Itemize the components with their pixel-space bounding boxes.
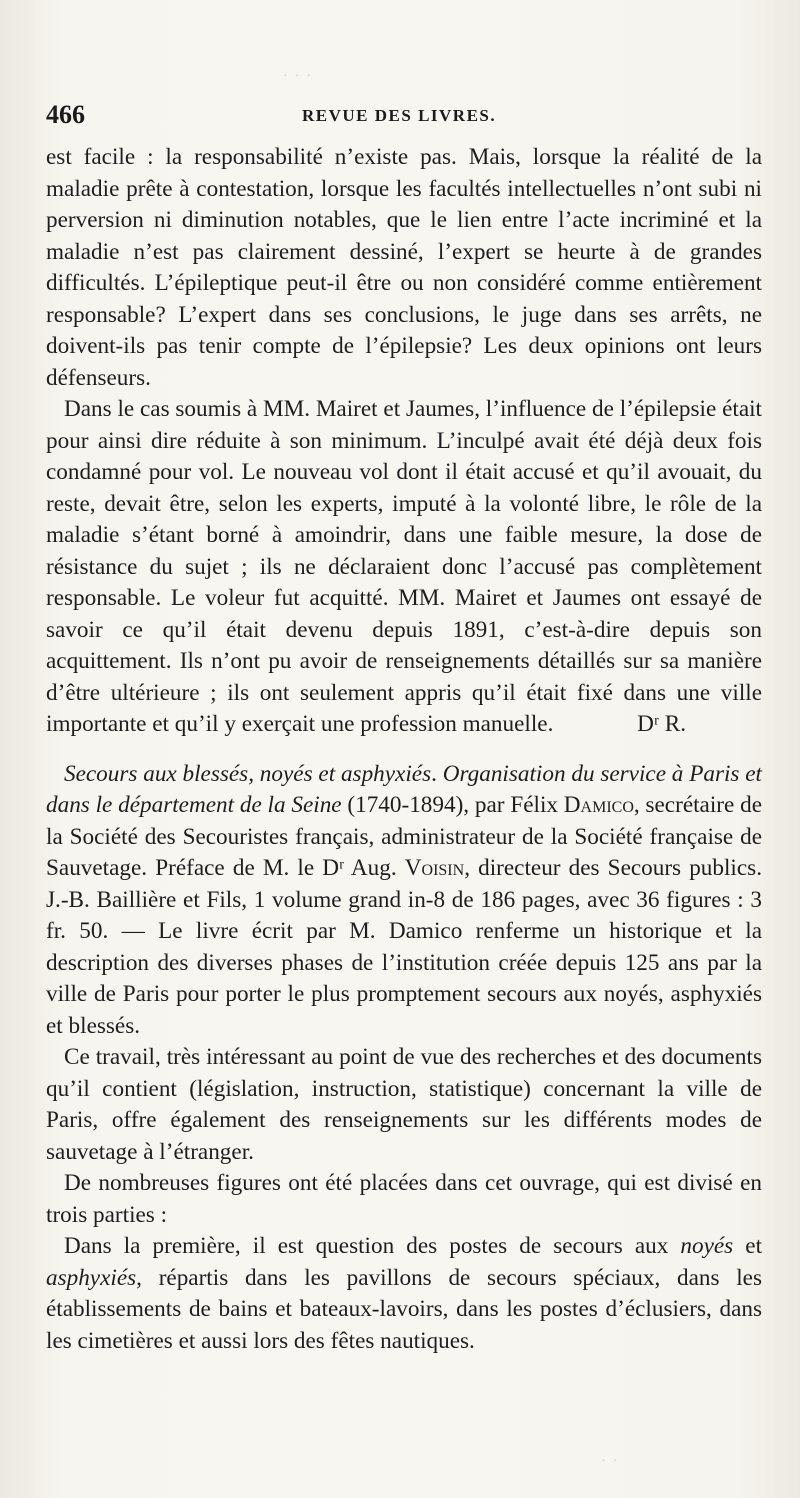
review-text-1: (1740-1894), par Félix bbox=[341, 792, 564, 818]
paragraph-5: De nombreuses figures ont été placées dans cet ouvrage, qui est divisé en trois parties : bbox=[46, 1170, 762, 1228]
paragraph-6-middle: et bbox=[733, 1233, 763, 1259]
bleed-through-mark: · · · bbox=[282, 65, 312, 87]
paragraph-6-start: Dans la première, il est question des postes de secours aux bbox=[64, 1233, 681, 1259]
preface-author-name: Voisin bbox=[404, 855, 465, 881]
paragraph-4: Ce travail, très intéressant au point de vue des recherches et des documents qu’il contient (législation, instruction, statistique) concernant la ville de Paris, offre également des renseignements sur les différents modes de sauvetage à l’étranger. bbox=[46, 1044, 762, 1165]
body-text bbox=[46, 142, 762, 1357]
paragraph-6 bbox=[46, 1231, 762, 1357]
italic-noyes: noyés bbox=[680, 1233, 734, 1259]
book-title: Secours aux blessés, noyés et asphyxiés bbox=[64, 760, 432, 787]
paragraph-6-end: , répartis dans les pavillons de secours spéciaux, dans les établissements de bains et bateaux-lavoirs, dans les postes d’éclusiers, dans les cimetières et aussi lors des fêtes nautiques. bbox=[46, 1264, 762, 1354]
title-separator: . bbox=[431, 760, 443, 787]
paragraph-2: Dans le cas soumis à MM. Mairet et Jaumes, l’influence de l’épilepsie était pour ainsi dire réduite à son minimum. L’inculpé avait été déjà deux fois condamné pour vol. Le nouveau vol dont il était accusé et qu’il avouait, du reste, devait être, selon les experts, imputé à la volonté libre, le rôle de la maladie s’étant borné à amoindrir, dans une faible mesure, la dose de résistance du sujet ; ils ne déclaraient donc l’accusé pas complètement responsable. Le voleur fut acquitté. MM. Mairet et Jaumes ont essayé de savoir ce qu’il était devenu depuis 1891, c’est-à-dire depuis son acquittement. Ils n’ont pu avoir de renseignements détaillés sur sa manière d’être ultérieure ; ils ont seulement appris qu’il était fixé dans une ville importante et qu’il y exerçait une profession manuelle. bbox=[46, 396, 762, 737]
signature: Dʳ R. bbox=[637, 711, 686, 737]
page-number: 466 bbox=[46, 100, 85, 129]
book-subtitle: Organisation du service à Paris et dans le département de la Seine bbox=[46, 760, 762, 818]
running-head: REVUE DES LIVRES. bbox=[302, 106, 497, 125]
review-text-2: , secrétaire de la Société des Secouristes français, administrateur de la Société française de Sauvetage. Préface de M. le Dʳ Aug. bbox=[46, 792, 762, 881]
bleed-through-mark: · · bbox=[600, 1450, 619, 1472]
italic-asphyxies: asphyxiés bbox=[46, 1264, 137, 1291]
review-text-3: , directeur des Secours publics. J.-B. Baillière et Fils, 1 volume grand in-8 de 186 pages, avec 36 figures : 3 fr. 50. — Le livre écrit par M. Damico renferme un historique et la description des diverses phases de l’institution créée depuis 125 ans par la ville de Paris pour porter le plus promptement secours aux noyés, asphyxiés et blessés. bbox=[46, 855, 762, 1039]
author-name: Damico bbox=[563, 792, 634, 818]
page-header bbox=[46, 100, 766, 134]
paragraph-1: est facile : la responsabilité n’existe pas. Mais, lorsque la réalité de la maladie prête à contestation, lorsque les facultés intellectuelles n’ont subi ni perversion ni diminution notables, que le lien entre l’acte incriminé et la maladie n’est pas clairement dessiné, l’expert se heurte à de grandes difficultés. L’épileptique peut-il être ou non considéré comme entièrement responsable? L’expert dans ses conclusions, le juge dans ses arrêts, ne doivent-ils pas tenir compte de l’épilepsie? Les deux opinions ont leurs défenseurs. bbox=[46, 144, 762, 391]
book-review-entry bbox=[46, 759, 762, 1043]
